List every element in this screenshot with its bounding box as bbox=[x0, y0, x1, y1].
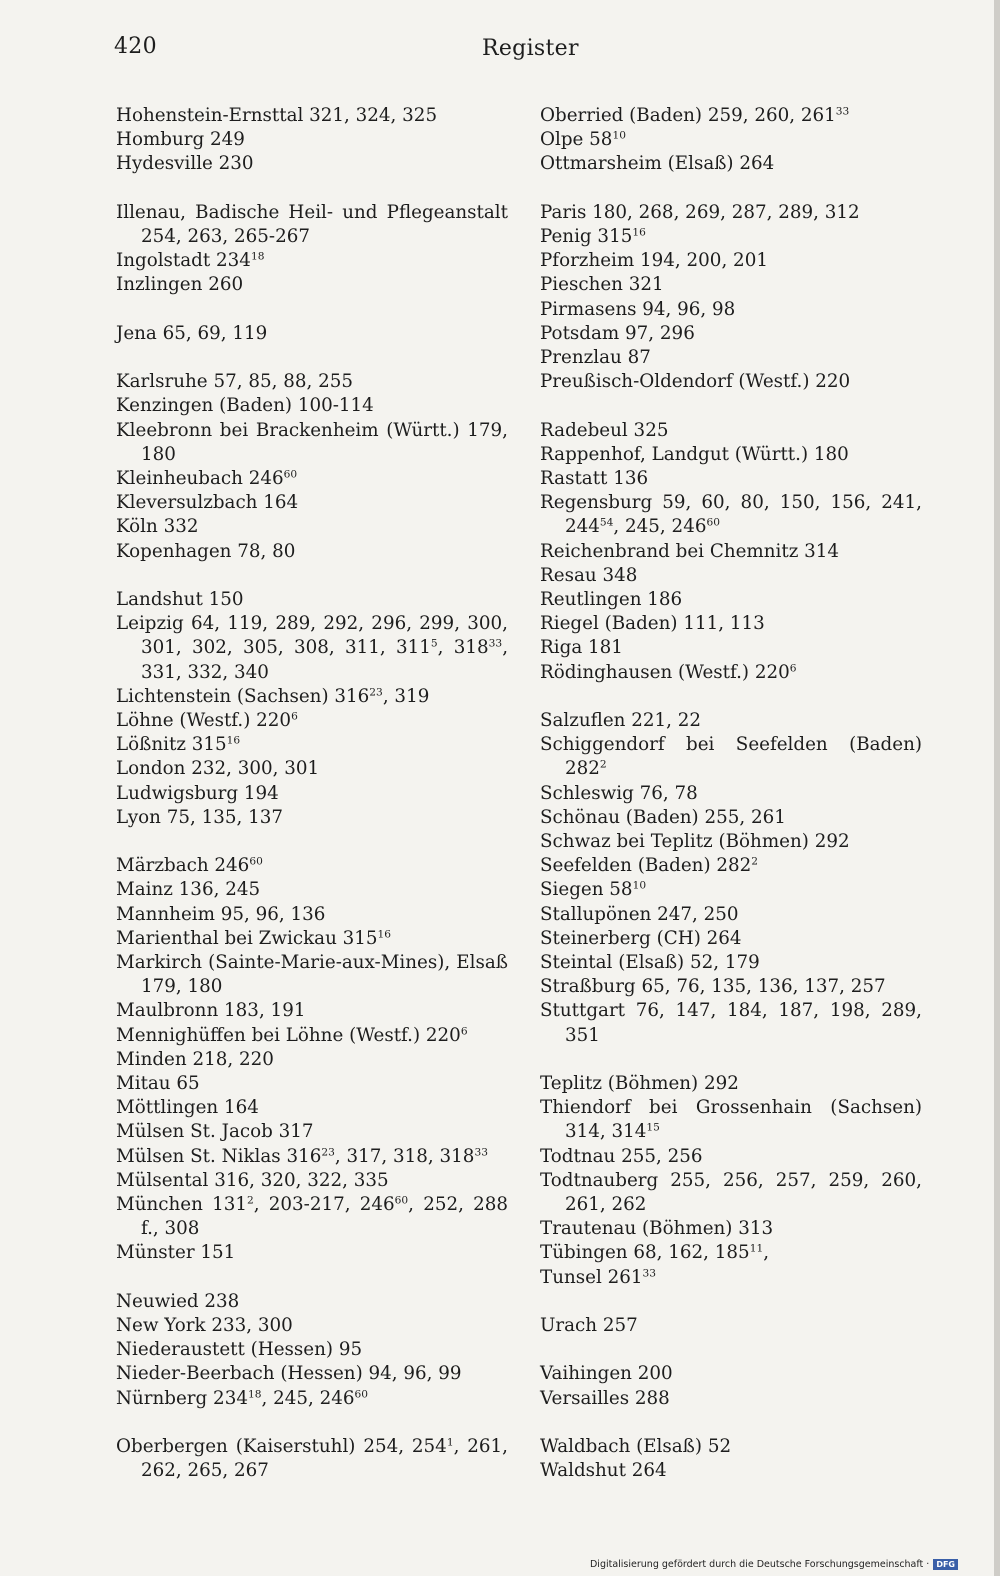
index-entry: Kleebronn bei Brackenheim (Württ.) 179, 180 bbox=[116, 419, 508, 465]
index-entry: Reichenbrand bei Chemnitz 314 bbox=[540, 540, 840, 562]
index-entry: Riga 181 bbox=[540, 637, 623, 659]
index-entry: Waldshut 264 bbox=[540, 1460, 667, 1482]
entry-gap bbox=[540, 394, 922, 418]
index-entry: Nieder-Beerbach (Hessen) 94, 96, 99 bbox=[116, 1363, 462, 1385]
entry-gap bbox=[540, 1048, 922, 1072]
index-entry: Olpe $58^{10}$ bbox=[540, 128, 626, 151]
entry-gap bbox=[540, 1338, 922, 1362]
index-entry: Märzbach $246^{60}$ bbox=[116, 854, 263, 877]
index-entry: Maulbronn 183, 191 bbox=[116, 1000, 306, 1022]
entry-gap bbox=[116, 298, 508, 322]
index-entry: Preußisch-Oldendorf (Westf.) 220 bbox=[540, 371, 851, 393]
entry-gap bbox=[540, 177, 922, 201]
index-entry: Nürnberg $234^{18}$, 245, $246^{60}$ bbox=[116, 1387, 369, 1409]
entry-gap bbox=[116, 830, 508, 854]
entry-gap bbox=[116, 1266, 508, 1290]
index-entry: Teplitz (Böhmen) 292 bbox=[540, 1073, 739, 1095]
index-entry: Köln 332 bbox=[116, 516, 199, 538]
index-entry: Mülsental 316, 320, 322, 335 bbox=[116, 1169, 389, 1191]
index-entry: Mennighüffen bei Löhne (Westf.) $220^6$ bbox=[116, 1024, 468, 1046]
index-entry: Oberbergen (Kaiserstuhl) 254, $254^1$, 261, 262, 265, 267 bbox=[116, 1435, 508, 1482]
entry-gap bbox=[540, 1411, 922, 1435]
index-entry: Rappenhof, Landgut (Württ.) 180 bbox=[540, 443, 849, 465]
index-entry: Pforzheim 194, 200, 201 bbox=[540, 250, 768, 272]
digitization-footer bbox=[590, 1559, 958, 1570]
index-entry: Stallupönen 247, 250 bbox=[540, 903, 739, 925]
index-entry: Reutlingen 186 bbox=[540, 589, 683, 611]
index-entry: Schönau (Baden) 255, 261 bbox=[540, 806, 786, 828]
index-entry: Todtnauberg 255, 256, 257, 259, 260, 261, 262 bbox=[540, 1169, 922, 1216]
index-entry: Paris 180, 268, 269, 287, 289, 312 bbox=[540, 201, 860, 223]
index-entry: Regensburg 59, 60, 80, 150, 156, 241, $244^{54}$, 245, $246^{60}$ bbox=[540, 492, 922, 538]
index-entry: Markirch (Sainte-Marie-aux-Mines), Elsaß 179, 180 bbox=[116, 952, 508, 998]
entry-gap bbox=[116, 346, 508, 370]
index-entry: Tübingen 68, 162, $185^{11}$, bbox=[540, 1241, 770, 1264]
index-entry: Resau 348 bbox=[540, 564, 638, 586]
index-entry: Straßburg 65, 76, 135, 136, 137, 257 bbox=[540, 976, 886, 998]
index-entry: Salzuflen 221, 22 bbox=[540, 710, 702, 732]
dfg-logo: DFG bbox=[933, 1559, 958, 1570]
index-entry: Rödinghausen (Westf.) $220^6$ bbox=[540, 661, 797, 683]
index-entry: Pirmasens 94, 96, 98 bbox=[540, 298, 736, 320]
entry-gap bbox=[116, 1411, 508, 1435]
index-column-right bbox=[540, 104, 922, 1483]
index-entry: Pieschen 321 bbox=[540, 274, 664, 296]
index-entry: Leipzig 64, 119, 289, 292, 296, 299, 300, 301, 302, 305, 308, 311, $311^5$, $318^{33}$, 331, 332, 340 bbox=[116, 613, 508, 683]
page-number: 420 bbox=[114, 34, 157, 59]
index-entry: Schleswig 76, 78 bbox=[540, 782, 698, 804]
entry-gap bbox=[540, 685, 922, 709]
index-entry: New York 233, 300 bbox=[116, 1315, 293, 1337]
index-entry: Radebeul 325 bbox=[540, 419, 669, 441]
entry-gap bbox=[116, 564, 508, 588]
index-entry: Kopenhagen 78, 80 bbox=[116, 540, 296, 562]
index-entry: Ingolstadt $234^{18}$ bbox=[116, 249, 265, 272]
index-entry: Riegel (Baden) 111, 113 bbox=[540, 613, 765, 635]
index-entry: Potsdam 97, 296 bbox=[540, 322, 695, 344]
index-entry: Lichtenstein (Sachsen) $316^{23}$, 319 bbox=[116, 685, 430, 707]
index-entry: Stuttgart 76, 147, 184, 187, 198, 289, 351 bbox=[540, 1000, 922, 1046]
index-entry: Rastatt 136 bbox=[540, 468, 649, 490]
index-entry: Steinerberg (CH) 264 bbox=[540, 927, 742, 949]
index-entry: Mainz 136, 245 bbox=[116, 879, 261, 901]
index-entry: Trautenau (Böhmen) 313 bbox=[540, 1218, 774, 1240]
index-entry: Inzlingen 260 bbox=[116, 274, 244, 296]
index-entry: Mülsen St. Jacob 317 bbox=[116, 1121, 314, 1143]
index-entry: Jena 65, 69, 119 bbox=[116, 322, 268, 344]
index-entry: Niederaustett (Hessen) 95 bbox=[116, 1339, 363, 1361]
index-entry: Prenzlau 87 bbox=[540, 347, 651, 369]
index-entry: München $131^2$, 203-217, $246^{60}$, 252, 288 f., 308 bbox=[116, 1193, 509, 1240]
entry-gap bbox=[116, 177, 508, 201]
page-edge bbox=[994, 0, 1000, 1576]
index-entry: Versailles 288 bbox=[540, 1387, 670, 1409]
index-entry: Hydesville 230 bbox=[116, 153, 254, 175]
index-entry: Marienthal bei Zwickau $315^{16}$ bbox=[116, 927, 392, 949]
index-entry: Illenau, Badische Heil- und Pflegeanstalt 254, 263, 265-267 bbox=[116, 201, 508, 247]
running-head: Register bbox=[482, 36, 579, 61]
index-column-left bbox=[116, 104, 508, 1483]
index-entry: Lyon 75, 135, 137 bbox=[116, 806, 284, 828]
index-entry: Kenzingen (Baden) 100-114 bbox=[116, 395, 374, 417]
index-entry: Schwaz bei Teplitz (Böhmen) 292 bbox=[540, 831, 850, 853]
index-entry: Mülsen St. Niklas $316^{23}$, 317, 318, $318^{33}$ bbox=[116, 1145, 488, 1167]
index-entry: Mannheim 95, 96, 136 bbox=[116, 903, 326, 925]
index-entry: Mitau 65 bbox=[116, 1073, 200, 1095]
index-entry: Ottmarsheim (Elsaß) 264 bbox=[540, 153, 775, 175]
index-entry: Minden 218, 220 bbox=[116, 1048, 274, 1070]
index-entry: Löhne (Westf.) $220^6$ bbox=[116, 709, 298, 732]
index-entry: Vaihingen 200 bbox=[540, 1363, 673, 1385]
index-entry: Tunsel $261^{33}$ bbox=[540, 1266, 657, 1288]
index-entry: Münster 151 bbox=[116, 1242, 236, 1264]
index-entry: Ludwigsburg 194 bbox=[116, 782, 279, 804]
index-entry: Karlsruhe 57, 85, 88, 255 bbox=[116, 371, 353, 393]
index-entry: Waldbach (Elsaß) 52 bbox=[540, 1436, 732, 1458]
index-entry: Oberried (Baden) 259, 260, $261^{33}$ bbox=[540, 104, 850, 126]
index-entry: Homburg 249 bbox=[116, 129, 245, 151]
index-entry: Urach 257 bbox=[540, 1315, 638, 1337]
index-entry: Lößnitz $315^{16}$ bbox=[116, 733, 241, 756]
entry-gap bbox=[540, 1290, 922, 1314]
index-entry: Landshut 150 bbox=[116, 589, 244, 610]
index-entry: Thiendorf bei Grossenhain (Sachsen) 314, $314^{15}$ bbox=[540, 1097, 922, 1143]
index-entry: Hohenstein-Ernsttal 321, 324, 325 bbox=[116, 105, 438, 126]
index-entry: Siegen $58^{10}$ bbox=[540, 878, 647, 901]
index-entry: Kleinheubach $246^{60}$ bbox=[116, 467, 298, 489]
index-entry: London 232, 300, 301 bbox=[116, 758, 320, 780]
index-entry: Schiggendorf bei Seefelden (Baden) $282^2$ bbox=[540, 734, 922, 780]
index-entry: Penig $315^{16}$ bbox=[540, 225, 646, 247]
index-entry: Möttlingen 164 bbox=[116, 1097, 259, 1119]
index-entry: Neuwied 238 bbox=[116, 1290, 240, 1312]
index-entry: Kleversulzbach 164 bbox=[116, 492, 299, 514]
index-entry: Seefelden (Baden) $282^2$ bbox=[540, 854, 759, 877]
index-entry: Steintal (Elsaß) 52, 179 bbox=[540, 952, 760, 974]
index-entry: Todtnau 255, 256 bbox=[540, 1145, 703, 1167]
footer-text: Digitalisierung gefördert durch die Deutsche Forschungsgemeinschaft · bbox=[589, 1559, 930, 1570]
